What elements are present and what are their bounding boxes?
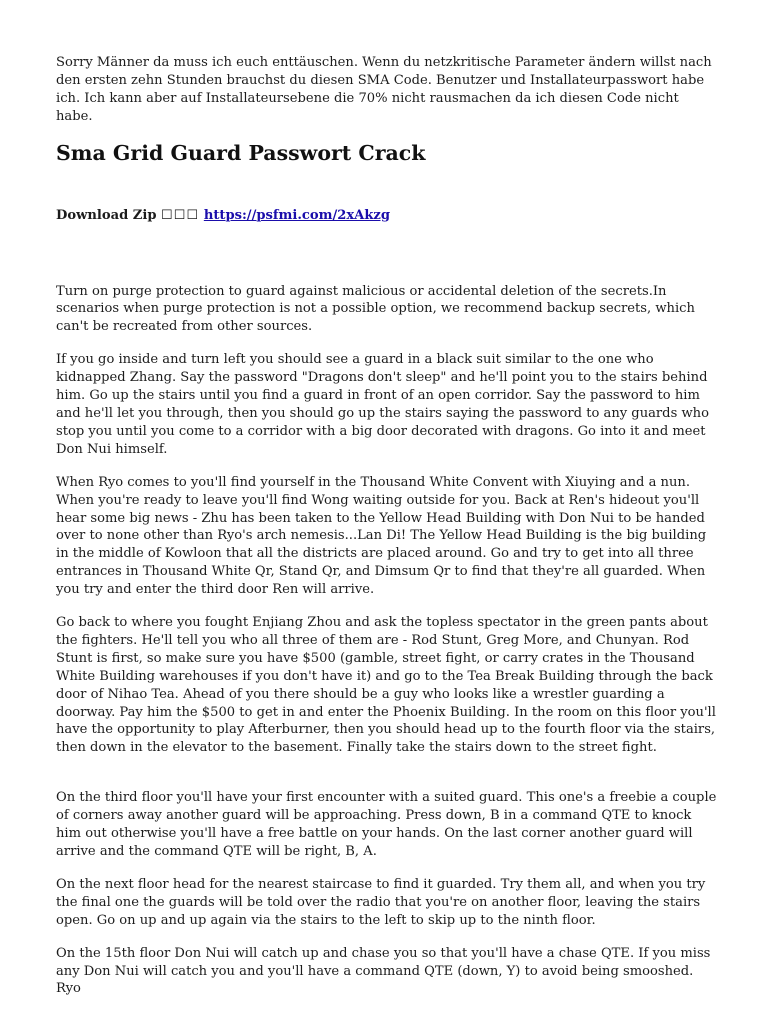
- body-paragraph: On the third floor you'll have your first encounter with a suited guard. This one's a freebie a couple of corners away another guard will be approaching. Press down, B in a command QTE to knock him out otherwise you'll have a free battle on your hands. On the last corner another guard will arrive and the command QTE will be right, B, A.: [56, 790, 717, 859]
- download-line: [56, 207, 718, 225]
- body-paragraph: Go back to where you fought Enjiang Zhou and ask the topless spectator in the green pants about the fighters. He'll tell you who all three of them are - Rod Stunt, Greg More, and Chunyan. Rod Stunt is first, so make sure you have $500 (gamble, street fight, or carry crates in the Thousand White Building warehouses if you don't have it) and go to the Tea Break Building through the back door of Nihao Tea. Ahead of you there should be a guy who looks like a wrestler guarding a doorway. Pay him the $500 to get in and enter the Phoenix Building. In the room on this floor you'll have the opportunity to play Afterburner, then you should head up to the fourth floor via the stairs, then down in the elevator to the basement. Finally take the stairs down to the street fight.: [56, 615, 716, 756]
- body-paragraph: On the next floor head for the nearest staircase to find it guarded. Try them all, and when you try the final one the guards will be told over the radio that you're on another floor, leaving the stairs open. Go on up and up again via the stairs to the left to skip up to the ninth floor.: [56, 876, 706, 928]
- download-link[interactable]: https://psfmi.com/2xAkzg: [203, 207, 390, 223]
- page-title: Sma Grid Guard Passwort Crack: [56, 140, 426, 165]
- body-paragraph: Turn on purge protection to guard against malicious or accidental deletion of the secrets.In scenarios when purge protection is not a possible option, we recommend backup secrets, which can't be recreated from other sources.: [56, 283, 695, 335]
- intro-paragraph: Sorry Männer da muss ich euch enttäuschen. Wenn du netzkritische Parameter ändern willst nach den ersten zehn Stunden brauchst du diesen SMA Code. Benutzer und Installateurpasswort habe ich. Ich kann aber auf Installateursebene die 70% nicht rausmachen da ich diesen Code nicht habe.: [56, 55, 712, 124]
- body-paragraph: When Ryo comes to you'll find yourself in the Thousand White Convent with Xiuying and a nun. When you're ready to leave you'll find Wong waiting outside for you. Back at Ren's hideout you'll hear some big news - Zhu has been taken to the Yellow Head Building with Don Nui to be handed over to none other than Ryo's arch nemesis...Lan Di! The Yellow Head Building is the big building in the middle of Kowloon that all the districts are placed around. Go and try to get into all three entrances in Thousand White Qr, Stand Qr, and Dimsum Qr to find that they're all guarded. When you try and enter the third door Ren will arrive.: [56, 474, 707, 598]
- body-paragraph: On the 15th floor Don Nui will catch up and chase you so that you'll have a chase QTE. If you miss any Don Nui will catch you and you'll have a command QTE (down, Y) to avoid being smooshed. Ryo: [56, 945, 711, 997]
- body-paragraph: If you go inside and turn left you should see a guard in a black suit similar to the one who kidnapped Zhang. Say the password "Dragons don't sleep" and he'll point you to the stairs behind him. Go up the stairs until you find a guard in front of an open corridor. Say the password to him and he'll let you through, then you should go up the stairs saying the password to any guards who stop you until you come to a corridor with a big door decorated with dragons. Go into it and meet Don Nui himself.: [56, 352, 709, 457]
- arrow-glyphs-icon: ☐☐☐: [161, 207, 200, 223]
- download-label: Download Zip: [56, 207, 157, 223]
- document-page: [56, 54, 718, 1013]
